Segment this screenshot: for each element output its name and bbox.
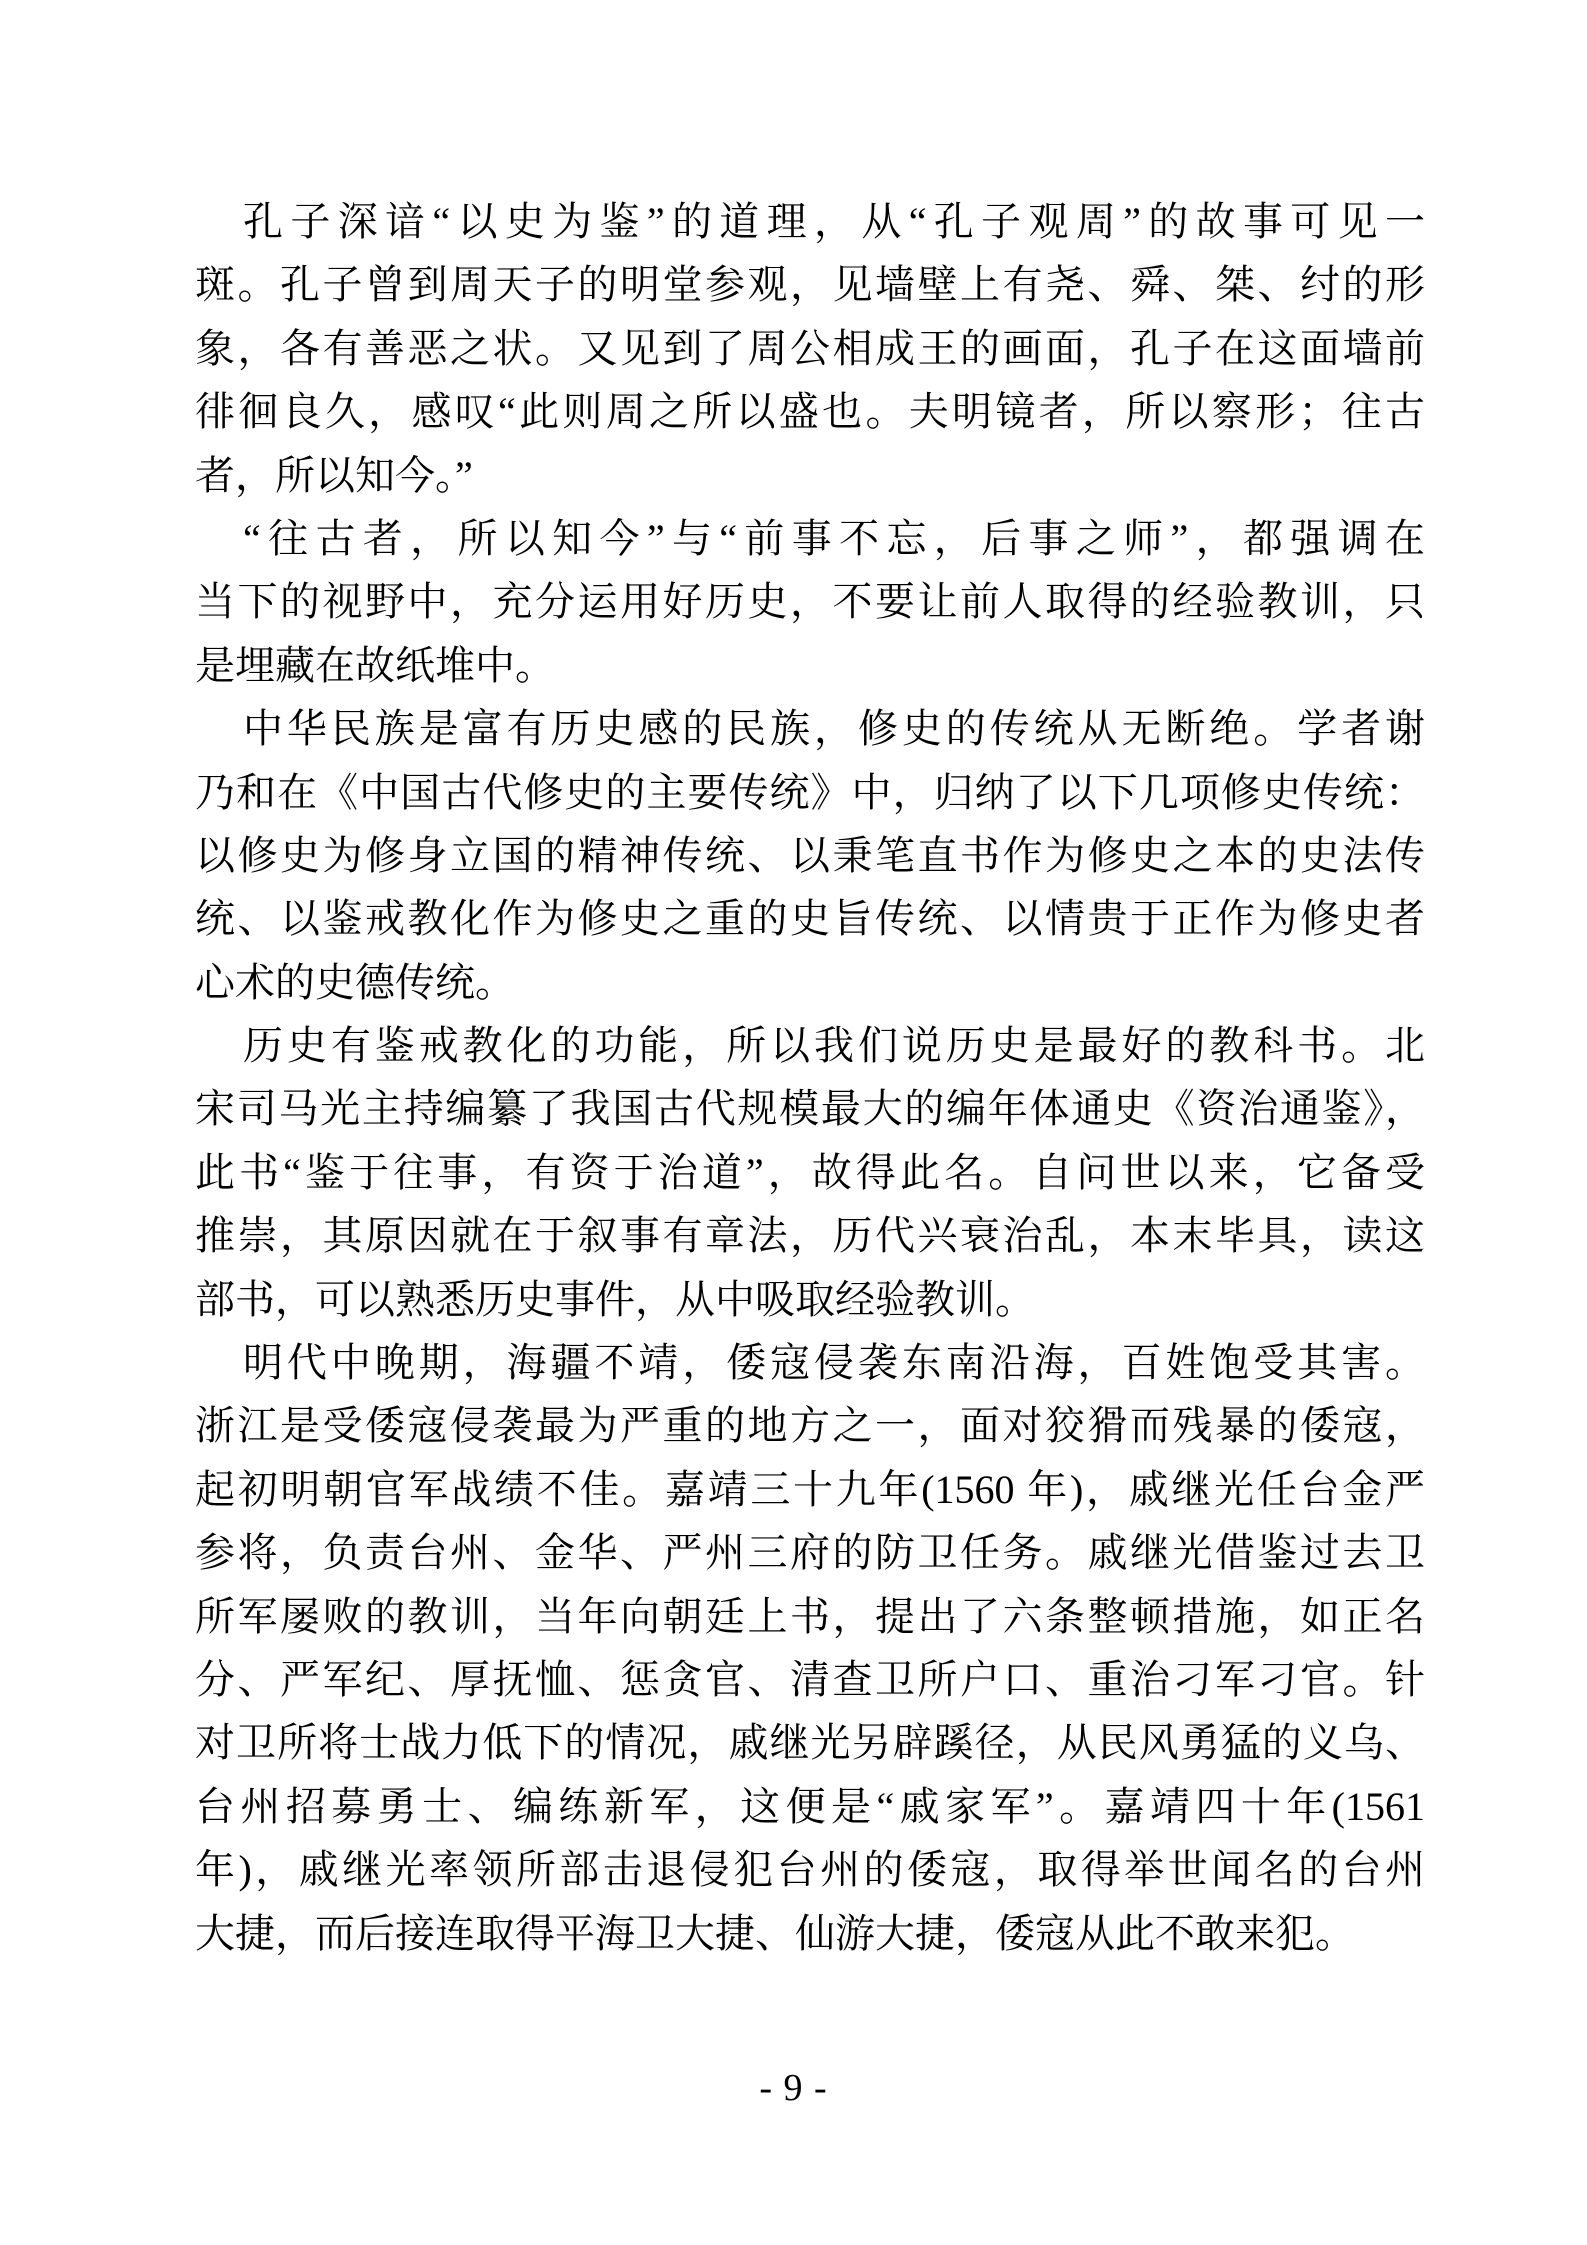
text-line: 参将，负责台州、金华、严州三府的防卫任务。戚继光借鉴过去卫 (195, 1530, 1425, 1576)
text-line: 孔子深谙“以史为鉴”的道理，从“孔子观周”的故事可见一 (243, 199, 1425, 244)
paragraph (195, 507, 1425, 697)
text-line: 是埋藏在故纸堆中。 (195, 642, 555, 688)
paragraph (195, 1331, 1425, 1965)
text-line: 起初明朝官军战绩不佳。嘉靖三十九年(1560 年)，戚继光任台金严 (195, 1466, 1425, 1512)
text-line: 以修史为修身立国的精神传统、以秉笔直书作为修史之本的史法传 (195, 832, 1425, 878)
text-line: 徘徊良久，感叹“此则周之所以盛也。夫明镜者，所以察形；往古 (195, 389, 1425, 435)
text-line: 心术的史德传统。 (195, 959, 515, 1005)
text-line: 宋司马光主持编纂了我国古代规模最大的编年体通史《资治通鉴》， (195, 1086, 1425, 1132)
text-line: 此书“鉴于往事，有资于治道”，故得此名。自问世以来，它备受 (195, 1149, 1425, 1195)
text-line: 推崇，其原因就在于叙事有章法，历代兴衰治乱，本末毕具，读这 (195, 1213, 1425, 1259)
paragraph (195, 1014, 1425, 1331)
text-line: 部书，可以熟悉历史事件，从中吸取经验教训。 (195, 1276, 1035, 1322)
text-line: “往古者，所以知今”与“前事不忘，后事之师”，都强调在 (243, 515, 1425, 561)
text-line: 浙江是受倭寇侵袭最为严重的地方之一，面对狡猾而残暴的倭寇， (195, 1403, 1425, 1449)
text-line: 大捷，而后接连取得平海卫大捷、仙游大捷，倭寇从此不敢来犯。 (195, 1910, 1355, 1956)
text-line: 乃和在《中国古代修史的主要传统》中，归纳了以下几项修史传统： (195, 769, 1425, 815)
text-line: 象，各有善恶之状。又见到了周公相成王的画面，孔子在这面墙前 (195, 325, 1425, 371)
text-line: 分、严军纪、厚抚恤、惩贪官、清查卫所户口、重治刁军刁官。针 (195, 1656, 1425, 1702)
page-number: - 9 - (759, 2067, 828, 2109)
text-line: 所军屡败的教训，当年向朝廷上书，提出了六条整顿措施，如正名 (195, 1593, 1425, 1639)
paragraph (195, 190, 1425, 507)
text-line: 斑。孔子曾到周天子的明堂参观，见墙壁上有尧、舜、桀、纣的形 (195, 262, 1425, 308)
text-line: 统、以鉴戒教化作为修史之重的史旨传统、以情贵于正作为修史者 (195, 896, 1425, 942)
text-line: 历史有鉴戒教化的功能，所以我们说历史是最好的教科书。北 (243, 1023, 1425, 1069)
text-line: 对卫所将士战力低下的情况，戚继光另辟蹊径，从民风勇猛的义乌、 (195, 1720, 1425, 1766)
paragraph (195, 697, 1425, 1014)
text-line: 明代中晚期，海疆不靖，倭寇侵袭东南沿海，百姓饱受其害。 (243, 1340, 1425, 1386)
text-line: 者，所以知今。” (195, 452, 473, 498)
document-body (195, 190, 1425, 1965)
text-line: 年)，戚继光率领所部击退侵犯台州的倭寇，取得举世闻名的台州 (195, 1847, 1425, 1893)
page-footer (0, 2066, 1587, 2110)
text-line: 当下的视野中，充分运用好历史，不要让前人取得的经验教训，只 (195, 579, 1425, 625)
text-line: 中华民族是富有历史感的民族，修史的传统从无断绝。学者谢 (243, 706, 1425, 752)
text-line: 台州招募勇士、编练新军，这便是“戚家军”。嘉靖四十年(1561 (195, 1783, 1425, 1829)
